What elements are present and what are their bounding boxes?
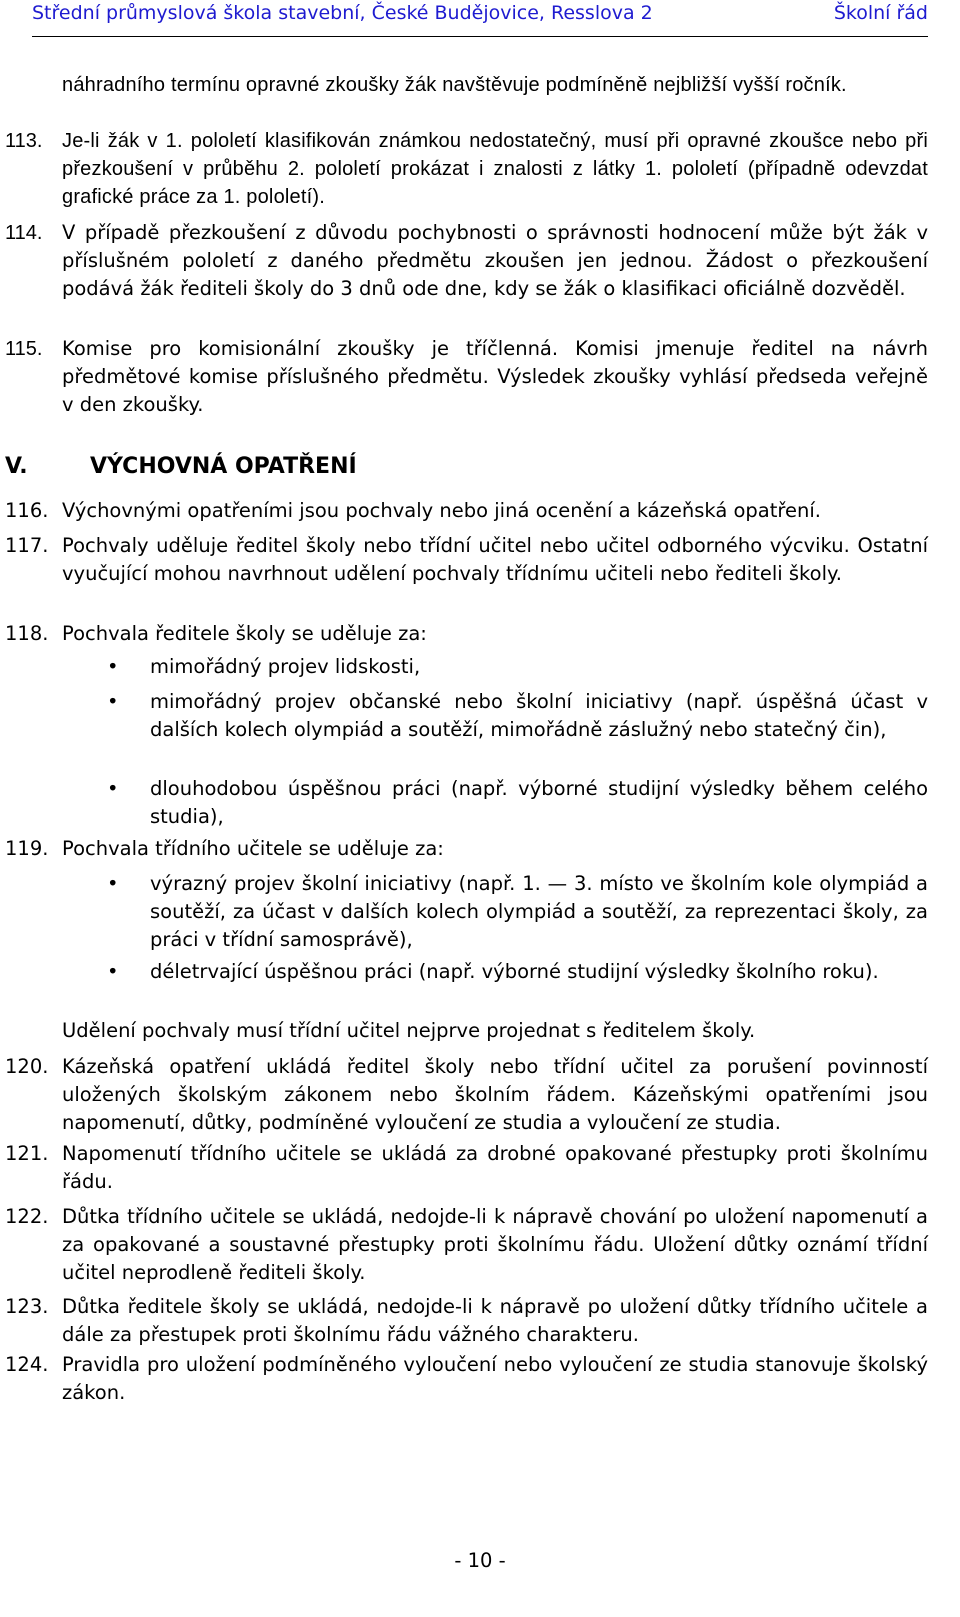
list-item-119-2: déletrvající úspěšnou práci (např. výborné studijní výsledky školního roku). bbox=[150, 960, 879, 983]
paragraph-114: V případě přezkoušení z důvodu pochybnosti o správnosti hodnocení může být žák v příslušném pololetí z daného předmětu zkoušen jen jednou. Žádost o přezkoušení podává žák řediteli školy do 3 dnů ode dne, kdy se žák o klasifikaci oficiálně dozvěděl. bbox=[62, 221, 928, 300]
section-number: V. bbox=[5, 454, 28, 479]
item-number-118: 118. bbox=[5, 622, 49, 645]
paragraph-117: Pochvaly uděluje ředitel školy nebo třídní učitel nebo učitel odborného výcviku. Ostatní vyučující mohou navrhnout udělení pochvaly třídnímu učiteli nebo řediteli školy. bbox=[62, 534, 928, 585]
section-title: VÝCHOVNÁ OPATŘENÍ bbox=[90, 454, 357, 479]
item-number-116: 116. bbox=[5, 499, 49, 522]
item-number-120: 120. bbox=[5, 1055, 49, 1078]
list-item-119-1: výrazný projev školní iniciativy (např. 1. — 3. místo ve školním kole olympiád a soutěží, za účast v dalších kolech olympiád a soutěží, za reprezentaci školy, za práci v třídní samosprávě), bbox=[150, 872, 928, 951]
paragraph-119: Pochvala třídního učitele se uděluje za: bbox=[62, 837, 444, 860]
paragraph-116: Výchovnými opatřeními jsou pochvaly nebo jiná ocenění a kázeňská opatření. bbox=[62, 499, 821, 522]
item-number-119: 119. bbox=[5, 837, 49, 860]
list-item-118-3: dlouhodobou úspěšnou práci (např. výborné studijní výsledky během celého studia), bbox=[150, 777, 928, 828]
item-number-114: 114. bbox=[5, 222, 43, 244]
paragraph-118: Pochvala ředitele školy se uděluje za: bbox=[62, 622, 427, 645]
paragraph-123: Důtka ředitele školy se ukládá, nedojde-li k nápravě po uložení důtky třídního učitele a dále za přestupek proti školnímu řádu vážného charakteru. bbox=[62, 1295, 928, 1346]
bullet-marker: • bbox=[107, 777, 119, 800]
list-item-118-2: mimořádný projev občanské nebo školní iniciativy (např. úspěšná účast v dalších kolech olympiád a soutěží, mimořádně záslužný nebo statečný čin), bbox=[150, 690, 928, 741]
paragraph-115: Komise pro komisionální zkoušky je tříčlenná. Komisi jmenuje ředitel na návrh předmětové komise příslušného předmětu. Výsledek zkoušky vyhlásí předseda veřejně v den zkoušky. bbox=[62, 337, 928, 416]
paragraph-113: Je-li žák v 1. pololetí klasifikován známkou nedostatečný, musí při opravné zkoušce nebo při přezkoušení v průběhu 2. pololetí prokázat i znalosti z látky 1. pololetí (případně odevzdat grafické práce za 1. pololetí). bbox=[62, 130, 928, 208]
header-school-name: Střední průmyslová škola stavební, České Budějovice, Resslova 2 bbox=[32, 2, 653, 24]
item-number-115: 115. bbox=[5, 338, 43, 360]
bullet-marker: • bbox=[107, 655, 119, 678]
item-number-117: 117. bbox=[5, 534, 49, 557]
paragraph-122: Důtka třídního učitele se ukládá, nedojde-li k nápravě chování po uložení napomenutí a za opakované a soustavné přestupky proti školnímu řádu. Uložení důtky oznámí třídní učitel neprodleně řediteli školy. bbox=[62, 1205, 928, 1284]
paragraph-praise-note: Udělení pochvaly musí třídní učitel nejprve projednat s ředitelem školy. bbox=[62, 1019, 756, 1042]
item-number-122: 122. bbox=[5, 1205, 49, 1228]
paragraph-120: Kázeňská opatření ukládá ředitel školy nebo třídní učitel za porušení povinností uložených školským zákonem nebo školním řádem. Kázeňskými opatřeními jsou napomenutí, důtky, podmíněné vyloučení ze studia a vyloučení ze studia. bbox=[62, 1055, 928, 1134]
paragraph-continuation: náhradního termínu opravné zkoušky žák navštěvuje podmíněně nejbližší vyšší ročník. bbox=[62, 74, 847, 96]
header-document-title: Školní řád bbox=[833, 2, 928, 24]
item-number-123: 123. bbox=[5, 1295, 49, 1318]
paragraph-124: Pravidla pro uložení podmíněného vyloučení nebo vyloučení ze studia stanovuje školský zákon. bbox=[62, 1353, 928, 1404]
bullet-marker: • bbox=[107, 960, 119, 983]
item-number-124: 124. bbox=[5, 1353, 49, 1376]
bullet-marker: • bbox=[107, 690, 119, 713]
item-number-121: 121. bbox=[5, 1142, 49, 1165]
paragraph-121: Napomenutí třídního učitele se ukládá za drobné opakované přestupky proti školnímu řádu. bbox=[62, 1142, 928, 1193]
page-number: - 10 - bbox=[454, 1549, 506, 1572]
bullet-marker: • bbox=[107, 872, 119, 895]
list-item-118-1: mimořádný projev lidskosti, bbox=[150, 655, 421, 678]
item-number-113: 113. bbox=[5, 130, 43, 152]
